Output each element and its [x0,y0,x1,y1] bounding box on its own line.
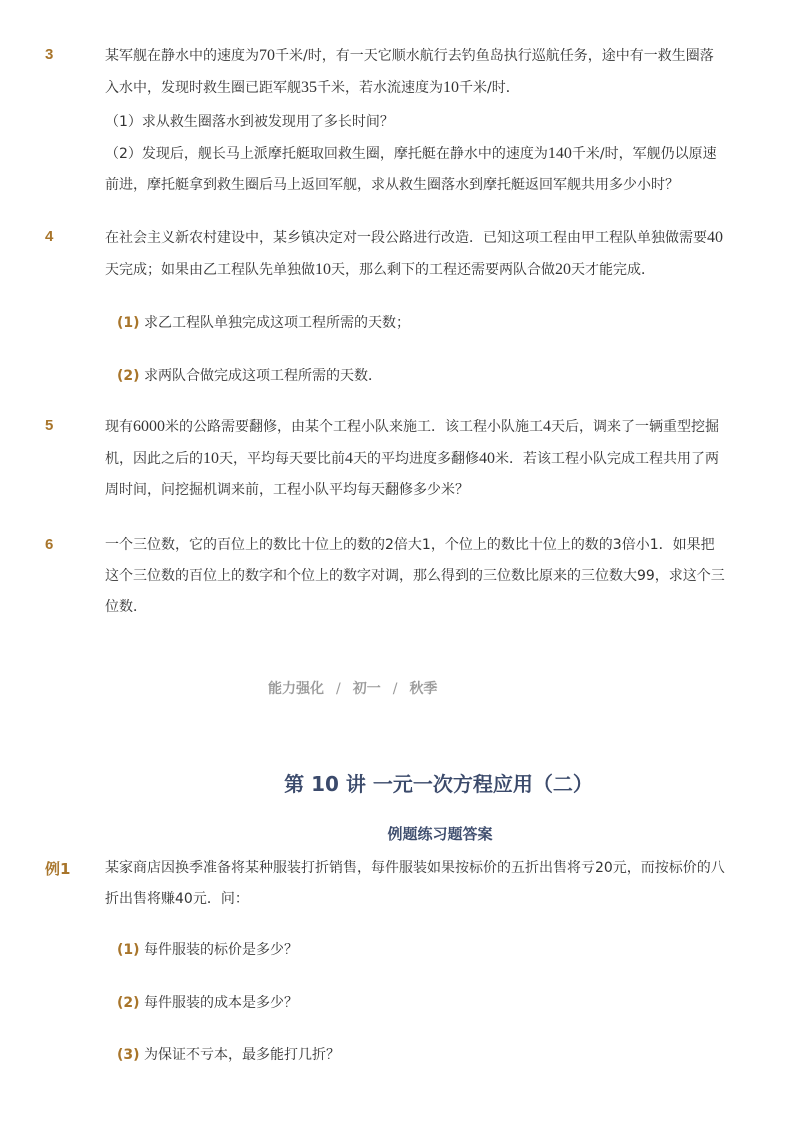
sub-question-2: （2）发现后，舰长马上派摩托艇取回救生圈，摩托艇在静水中的速度为140千米/时，军舰仍以原速前进，摩托艇拿到救生圈后马上返回军舰，求从救生圈落水到摩托艇返回军舰共用多少小时？ [105,145,717,193]
sub-question-2: (2) 求两队合做完成这项工程所需的天数． [117,368,382,384]
question-text: 在社会主义新农村建设中，某乡镇决定对一段公路进行改造．已知这项工程由甲工程队单独做需要40天完成；如果由乙工程队先单独做10天，那么剩下的工程还需要两队合做20天才能完成． [105,229,723,278]
example-text: 某家商店因换季准备将某种服装打折销售，每件服装如果按标价的五折出售将亏20元，而按标价的八折出售将赚40元．问： [105,860,725,907]
question-text: 一个三位数，它的百位上的数比十位上的数的2倍大1，个位上的数比十位上的数的3倍小1．如果把这个三位数的百位上的数字和个位上的数字对调，那么得到的三位数比原来的三位数大99，求这个三位数． [105,537,725,615]
question-text: 某军舰在静水中的速度为70千米/时，有一天它顺水航行去钓鱼岛执行巡航任务，途中有一救生圈落入水中，发现时救生圈已距军舰35千米，若水流速度为10千米/时． [105,47,714,96]
sub-question-3: (3) 为保证不亏本，最多能打几折？ [117,1047,340,1063]
page-footer-breadcrumb: 能力强化 / 初一 / 秋季 [268,681,438,697]
question-text: 现有6000米的公路需要翻修，由某个工程小队来施工．该工程小队施工4天后，调来了一辆重型挖掘机，因此之后的10天，平均每天要比前4天的平均进度多翻修40米．若该工程小队完成工程共用了两周时间，问挖掘机调来前，工程小队平均每天翻修多少米？ [105,418,719,498]
question-number: 6 [45,536,54,553]
sub-question-1: (1) 求乙工程队单独完成这项工程所需的天数； [117,315,410,331]
question-number: 3 [45,46,54,63]
example-number: 例1 [45,860,71,878]
chapter-title: 第 10 讲 一元一次方程应用（二） [284,772,593,796]
sub-question-1: （1）求从救生圈落水到被发现用了多长时间？ [105,114,394,130]
question-number: 5 [45,417,54,434]
sub-question-2: (2) 每件服装的成本是多少？ [117,995,298,1011]
section-title: 例题练习题答案 [387,825,493,843]
question-number: 4 [45,228,54,245]
sub-question-1: (1) 每件服装的标价是多少？ [117,942,298,958]
